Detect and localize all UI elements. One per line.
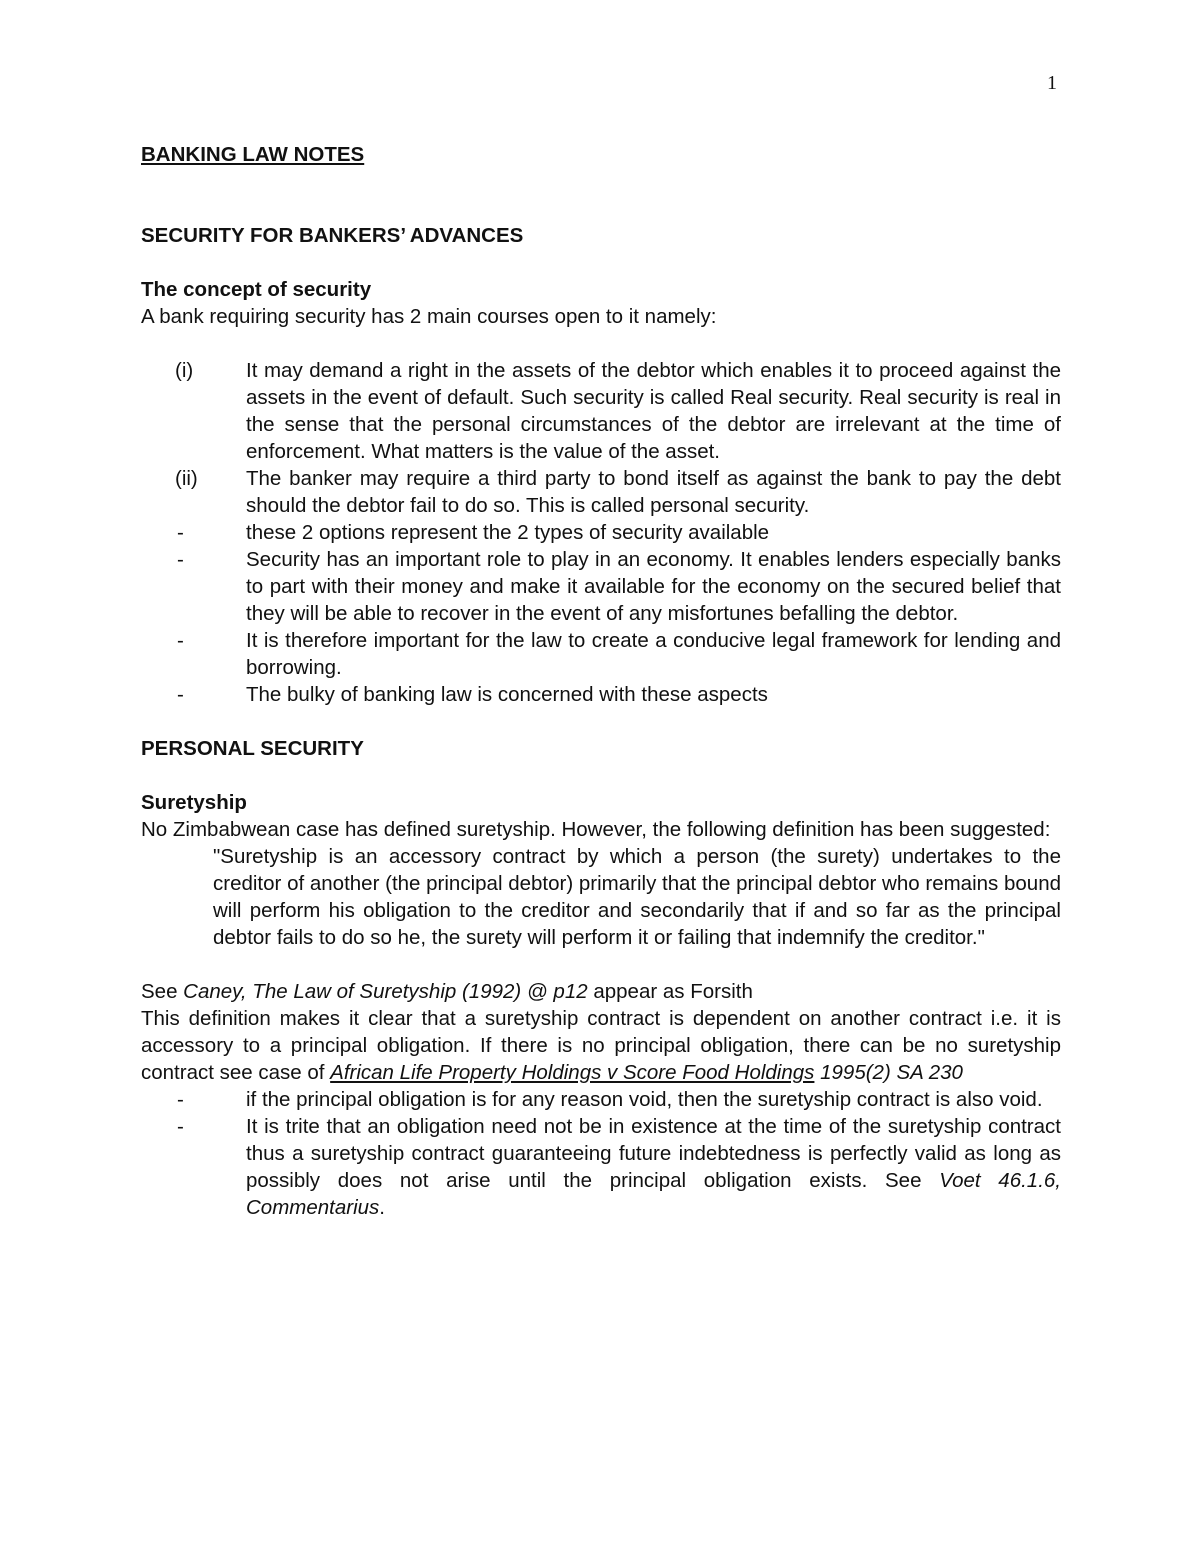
list-marker: -: [177, 548, 184, 571]
list-item-text: if the principal obligation is for any reason void, then the suretyship contract is also void.: [246, 1088, 1043, 1111]
list-item-text: Security has an important role to play in an economy. It enables lenders especially banks to part with their money and make it available for the economy on the secured belief that they will be able to recover in the event of any misfortunes befalling the debtor.: [246, 548, 1061, 625]
list-item-text: The banker may require a third party to bond itself as against the bank to pay the debt should the debtor fail to do so. This is called personal security.: [246, 467, 1061, 517]
page-number: 1: [1047, 72, 1057, 94]
case-citation: 1995(2) SA 230: [814, 1061, 963, 1084]
section-heading-personal-security: PERSONAL SECURITY: [141, 737, 364, 760]
case-name: African Life Property Holdings v Score Food Holdings: [330, 1061, 815, 1084]
list-item-text: It may demand a right in the assets of the debtor which enables it to proceed against the assets in the event of default. Such security is called Real security. Real security is real in the sense that the personal circumstances of the debtor are irrelevant at the time of enforcement. What matters is the value of the asset.: [246, 359, 1061, 463]
accessory-text: This definition makes it clear that a suretyship contract is dependent on another contract i.e. it is accessory to a principal obligation. If there is no principal obligation, there can be no suretyship contract see case of: [141, 1007, 1061, 1084]
list-marker: (ii): [175, 467, 198, 490]
list-item-text: It is trite that an obligation need not be in existence at the time of the suretyship contract thus a suretyship contract guaranteeing future indebtedness is perfectly valid as long as possibly does not arise until the principal obligation exists. See: [246, 1115, 1061, 1192]
list-marker: -: [177, 683, 184, 706]
list-item-text: The bulky of banking law is concerned with these aspects: [246, 683, 768, 706]
list-item-text: It is therefore important for the law to create a conducive legal framework for lending and borrowing.: [246, 629, 1061, 679]
list-item: [141, 627, 1061, 681]
list-marker: (i): [175, 359, 194, 382]
intro-paragraph: A bank requiring security has 2 main courses open to it namely:: [141, 305, 717, 328]
list-item: [141, 465, 1061, 519]
list-item: [141, 1113, 1061, 1221]
voet-reference: Voet 46.1.6, Commentarius: [246, 1169, 1061, 1219]
subheading-suretyship: Suretyship: [141, 791, 247, 814]
see-prefix: See: [141, 980, 184, 1003]
accessory-paragraph: [141, 1005, 1061, 1086]
list-marker: -: [177, 1088, 184, 1111]
list-item-text: these 2 options represent the 2 types of security available: [246, 521, 770, 544]
subheading-concept-of-security: The concept of security: [141, 278, 372, 301]
definition-quote: "Suretyship is an accessory contract by which a person (the surety) undertakes to the creditor of another (the principal debtor) primarily that the principal debtor who remains bound will perform his obligation to the creditor and secondarily that if and so far as the principal debtor fails to do so he, the surety will perform it or failing that indemnify the creditor.": [213, 845, 1061, 949]
list-marker: -: [177, 1115, 184, 1138]
section-heading-security: SECURITY FOR BANKERS’ ADVANCES: [141, 224, 524, 247]
caney-reference: Caney, The Law of Suretyship (1992) @ p12: [183, 980, 588, 1003]
list-item: [141, 357, 1061, 465]
list-item: [141, 681, 1061, 708]
document-body: [141, 141, 1061, 1221]
list-item: [141, 1086, 1061, 1113]
see-reference: [141, 978, 1061, 1005]
list-marker: -: [177, 629, 184, 652]
list-item: [141, 546, 1061, 627]
list-marker: -: [177, 521, 184, 544]
see-suffix: appear as Forsith: [587, 980, 753, 1003]
document-title: BANKING LAW NOTES: [141, 143, 365, 166]
list-item-end: .: [379, 1196, 385, 1219]
suretyship-intro: No Zimbabwean case has defined suretyship. However, the following definition has been suggested:: [141, 818, 1051, 841]
list-item: [141, 519, 1061, 546]
